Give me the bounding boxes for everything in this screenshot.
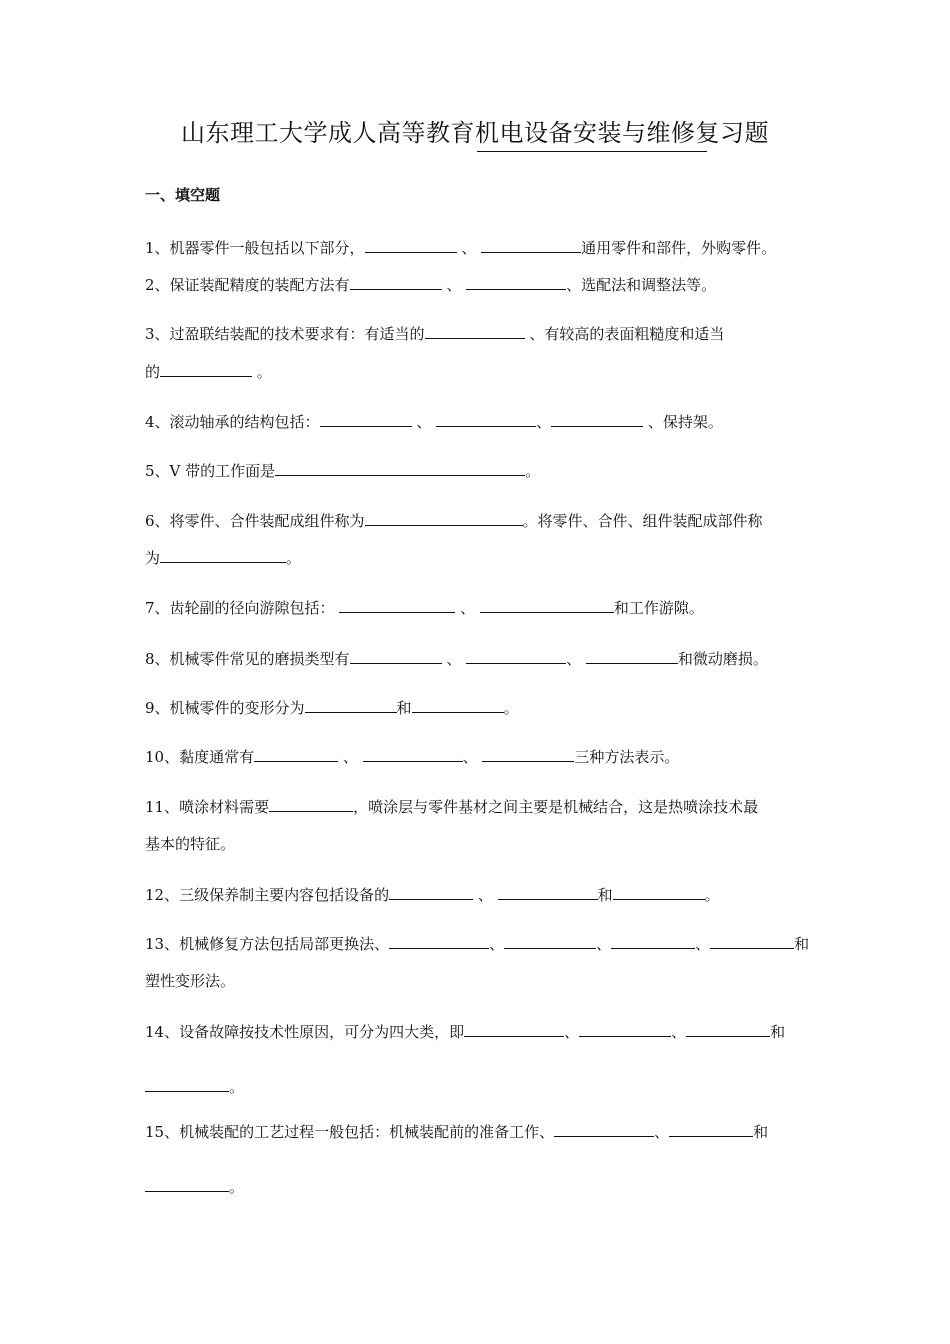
question-text: 。 bbox=[229, 1078, 245, 1096]
answer-blank bbox=[160, 548, 286, 563]
question-line bbox=[145, 970, 235, 992]
question-text: 和工作游隙。 bbox=[613, 599, 704, 617]
question-line bbox=[145, 1121, 768, 1143]
question-line bbox=[145, 1076, 244, 1098]
question-text: 的 bbox=[145, 363, 161, 381]
answer-blank bbox=[145, 1177, 229, 1192]
question-text: 、 bbox=[462, 748, 483, 766]
answer-blank bbox=[160, 362, 252, 377]
answer-blank bbox=[480, 598, 614, 613]
question-text: 。 bbox=[229, 1178, 245, 1196]
question-text: 。 bbox=[252, 363, 272, 381]
question-text: 5、V 带的工作面是 bbox=[145, 462, 276, 480]
question-text: 和 bbox=[597, 886, 613, 904]
answer-blank bbox=[350, 649, 442, 664]
question-line bbox=[145, 1021, 785, 1043]
question-text: 、 bbox=[441, 650, 467, 668]
answer-blank bbox=[710, 934, 794, 949]
question-text: 、 bbox=[564, 1023, 580, 1041]
answer-blank bbox=[305, 698, 397, 713]
question-line bbox=[145, 833, 235, 855]
question-text: 、 bbox=[596, 935, 612, 953]
question-text: 、选配法和调整法等。 bbox=[566, 276, 717, 294]
question-text: 15、机械装配的工艺过程一般包括：机械装配前的准备工作、 bbox=[145, 1123, 555, 1141]
answer-blank bbox=[389, 885, 473, 900]
question-text: 、 bbox=[566, 650, 586, 668]
answer-blank bbox=[425, 324, 525, 339]
question-text: 14、设备故障按技术性原因，可分为四大类，即 bbox=[145, 1023, 465, 1041]
question-text: 、 bbox=[411, 413, 437, 431]
answer-blank bbox=[365, 511, 523, 526]
question-line bbox=[145, 237, 776, 259]
answer-blank bbox=[350, 275, 442, 290]
answer-blank bbox=[320, 412, 412, 427]
question-text: 基本的特征。 bbox=[145, 835, 236, 853]
answer-blank bbox=[389, 934, 489, 949]
answer-blank bbox=[365, 238, 457, 253]
question-line bbox=[145, 884, 720, 906]
answer-blank bbox=[254, 747, 338, 762]
answer-blank bbox=[551, 412, 643, 427]
question-text: 13、机械修复方法包括局部更换法、 bbox=[145, 935, 390, 953]
answer-blank bbox=[579, 1022, 671, 1037]
question-text: 6、将零件、合件装配成组件称为 bbox=[145, 512, 365, 530]
answer-blank bbox=[466, 275, 566, 290]
answer-blank bbox=[466, 649, 566, 664]
answer-blank bbox=[269, 797, 353, 812]
question-text: 和 bbox=[770, 1023, 786, 1041]
question-line bbox=[145, 460, 540, 482]
question-text: 、 bbox=[695, 935, 711, 953]
question-line bbox=[145, 1176, 244, 1198]
question-text: 、 bbox=[441, 276, 467, 294]
answer-blank bbox=[686, 1022, 770, 1037]
question-text: 2、保证装配精度的装配方法有 bbox=[145, 276, 350, 294]
title-underline bbox=[477, 151, 707, 152]
question-line bbox=[145, 933, 809, 955]
answer-blank bbox=[363, 747, 463, 762]
answer-blank bbox=[275, 461, 525, 476]
question-line bbox=[145, 274, 716, 296]
question-text: 塑性变形法。 bbox=[145, 972, 236, 990]
question-text: 和 bbox=[753, 1123, 769, 1141]
section-heading: 一、填空题 bbox=[145, 186, 221, 204]
question-text: 。 bbox=[704, 886, 720, 904]
answer-blank bbox=[504, 934, 596, 949]
page-title: 山东理工大学成人高等教育机电设备安装与维修复习题 bbox=[181, 119, 769, 147]
answer-blank bbox=[613, 885, 705, 900]
question-line bbox=[145, 510, 763, 532]
question-text: 为 bbox=[145, 549, 161, 567]
question-text: 和微动磨损。 bbox=[677, 650, 768, 668]
answer-blank bbox=[554, 1122, 654, 1137]
question-text: 10、黏度通常有 bbox=[145, 748, 255, 766]
question-line bbox=[145, 323, 724, 345]
answer-blank bbox=[436, 412, 536, 427]
question-text: 8、机械零件常见的磨损类型有 bbox=[145, 650, 350, 668]
question-text: 、保持架。 bbox=[643, 413, 723, 431]
question-text: ，喷涂层与零件基材之间主要是机械结合，这是热喷涂技术最 bbox=[353, 798, 759, 816]
question-text: 、 bbox=[456, 239, 482, 257]
answer-blank bbox=[669, 1122, 753, 1137]
question-line bbox=[145, 411, 723, 433]
question-text: 、 bbox=[473, 886, 498, 904]
answer-blank bbox=[481, 238, 581, 253]
question-line bbox=[145, 648, 768, 670]
question-line bbox=[145, 697, 519, 719]
question-text: 、 bbox=[489, 935, 505, 953]
question-text: 和 bbox=[794, 935, 810, 953]
answer-blank bbox=[464, 1022, 564, 1037]
question-text: 4、滚动轴承的结构包括： bbox=[145, 413, 320, 431]
question-text: 9、机械零件的变形分为 bbox=[145, 699, 305, 717]
question-line bbox=[145, 746, 679, 768]
question-text: 、 bbox=[536, 413, 552, 431]
question-line bbox=[145, 547, 301, 569]
question-text: 3、过盈联结装配的技术要求有：有适当的 bbox=[145, 325, 425, 343]
answer-blank bbox=[611, 934, 695, 949]
answer-blank bbox=[412, 698, 504, 713]
question-text: 、有较高的表面粗糙度和适当 bbox=[524, 325, 725, 343]
answer-blank bbox=[482, 747, 574, 762]
answer-blank bbox=[145, 1077, 229, 1092]
question-text: 、 bbox=[654, 1123, 670, 1141]
question-text: 、 bbox=[455, 599, 480, 617]
question-line bbox=[145, 597, 704, 619]
question-text: 三种方法表示。 bbox=[574, 748, 680, 766]
question-text: 。 bbox=[286, 549, 302, 567]
question-text: 。将零件、合件、组件装配成部件称 bbox=[522, 512, 763, 530]
question-text: 11、喷涂材料需要 bbox=[145, 798, 270, 816]
answer-blank bbox=[586, 649, 678, 664]
question-text: 、 bbox=[671, 1023, 687, 1041]
question-line bbox=[145, 796, 758, 818]
question-text: 1、机器零件一般包括以下部分， bbox=[145, 239, 365, 257]
answer-blank bbox=[498, 885, 598, 900]
answer-blank bbox=[339, 598, 455, 613]
question-text: 7、齿轮副的径向游隙包括： bbox=[145, 599, 340, 617]
question-text: 通用零件和部件，外购零件。 bbox=[581, 239, 777, 257]
question-text: 。 bbox=[525, 462, 541, 480]
question-text: 12、三级保养制主要内容包括设备的 bbox=[145, 886, 390, 904]
question-line bbox=[145, 361, 272, 383]
question-text: 、 bbox=[338, 748, 363, 766]
question-text: 。 bbox=[503, 699, 519, 717]
question-text: 和 bbox=[396, 699, 412, 717]
